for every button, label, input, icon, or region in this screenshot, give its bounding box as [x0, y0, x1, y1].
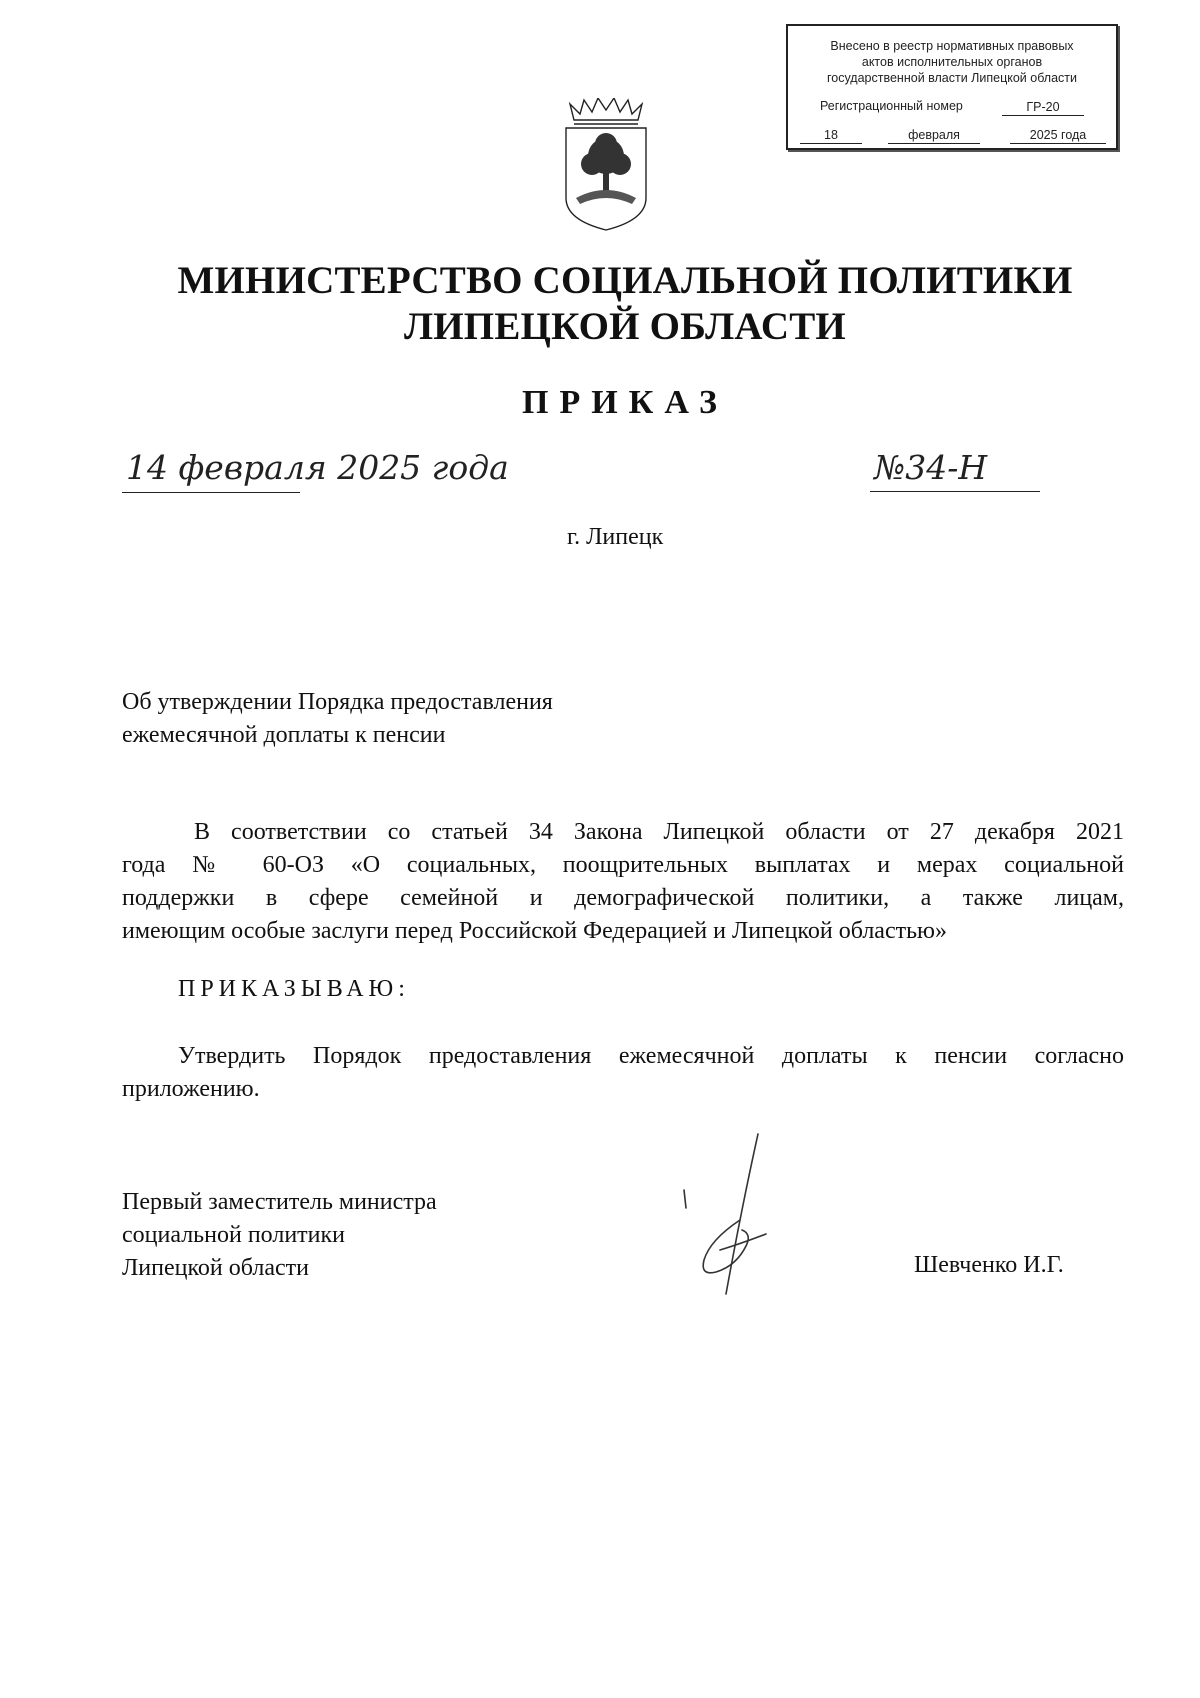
- document-subject: [122, 686, 553, 752]
- decision-line-1: Утвердить Порядок предоставления ежемесячной доплаты к пенсии согласно: [178, 1043, 1124, 1069]
- ministry-title-line-1: МИНИСТЕРСТВО СОЦИАЛЬНОЙ ПОЛИТИКИ: [177, 259, 1073, 302]
- subject-line-1: Об утверждении Порядка предоставления: [122, 689, 553, 715]
- signer-name: Шевченко И.Г.: [914, 1252, 1064, 1278]
- subject-line-2: ежемесячной доплаты к пенсии: [122, 722, 446, 748]
- preamble-line-4: имеющим особые заслуги перед Российской Федерацией и Липецкой областью»: [122, 918, 947, 944]
- preamble-paragraph: [122, 816, 1124, 948]
- preamble-line-1: В соответствии со статьей 34 Закона Липецкой области от 27 декабря 2021: [194, 819, 1124, 845]
- handwritten-number: №34-Н: [874, 448, 988, 487]
- number-underline: [870, 491, 1040, 492]
- stamp-reg-label: Регистрационный номер: [820, 99, 963, 113]
- handwritten-signature-icon: [680, 1130, 790, 1300]
- preamble-line-3: поддержки в сфере семейной и демографической политики, а также лицам,: [122, 885, 1124, 911]
- stamp-reg-number: ГР-20: [1002, 99, 1084, 116]
- stamp-day: 18: [800, 127, 862, 144]
- stamp-year: 2025 года: [1010, 127, 1106, 144]
- stamp-line-2: актов исполнительных органов: [861, 55, 1043, 69]
- signer-position-line-3: Липецкой области: [122, 1255, 309, 1281]
- city: г. Липецк: [567, 524, 664, 550]
- date-underline: [122, 492, 300, 493]
- ministry-title: [0, 258, 1200, 350]
- ministry-title-line-2: ЛИПЕЦКОЙ ОБЛАСТИ: [404, 305, 846, 348]
- document-type: ПРИКАЗ: [522, 384, 728, 421]
- stamp-month: февраля: [888, 127, 980, 144]
- decision-paragraph: [122, 1040, 1124, 1106]
- order-word: ПРИКАЗЫВАЮ:: [178, 976, 410, 1002]
- stamp-line-1: Внесено в реестр нормативных правовых: [830, 39, 1074, 53]
- signer-position: [122, 1186, 437, 1285]
- handwritten-date: 14 февраля 2025 года: [126, 448, 509, 487]
- preamble-line-2: года № 60-ОЗ «О социальных, поощрительных выплатах и мерах социальной: [122, 852, 1124, 878]
- signer-position-line-1: Первый заместитель министра: [122, 1189, 437, 1215]
- decision-line-2: приложению.: [122, 1076, 260, 1102]
- coat-of-arms-icon: [560, 98, 652, 232]
- signer-position-line-2: социальной политики: [122, 1222, 345, 1248]
- registry-stamp: [786, 24, 1118, 150]
- stamp-line-3: государственной власти Липецкой области: [826, 71, 1078, 85]
